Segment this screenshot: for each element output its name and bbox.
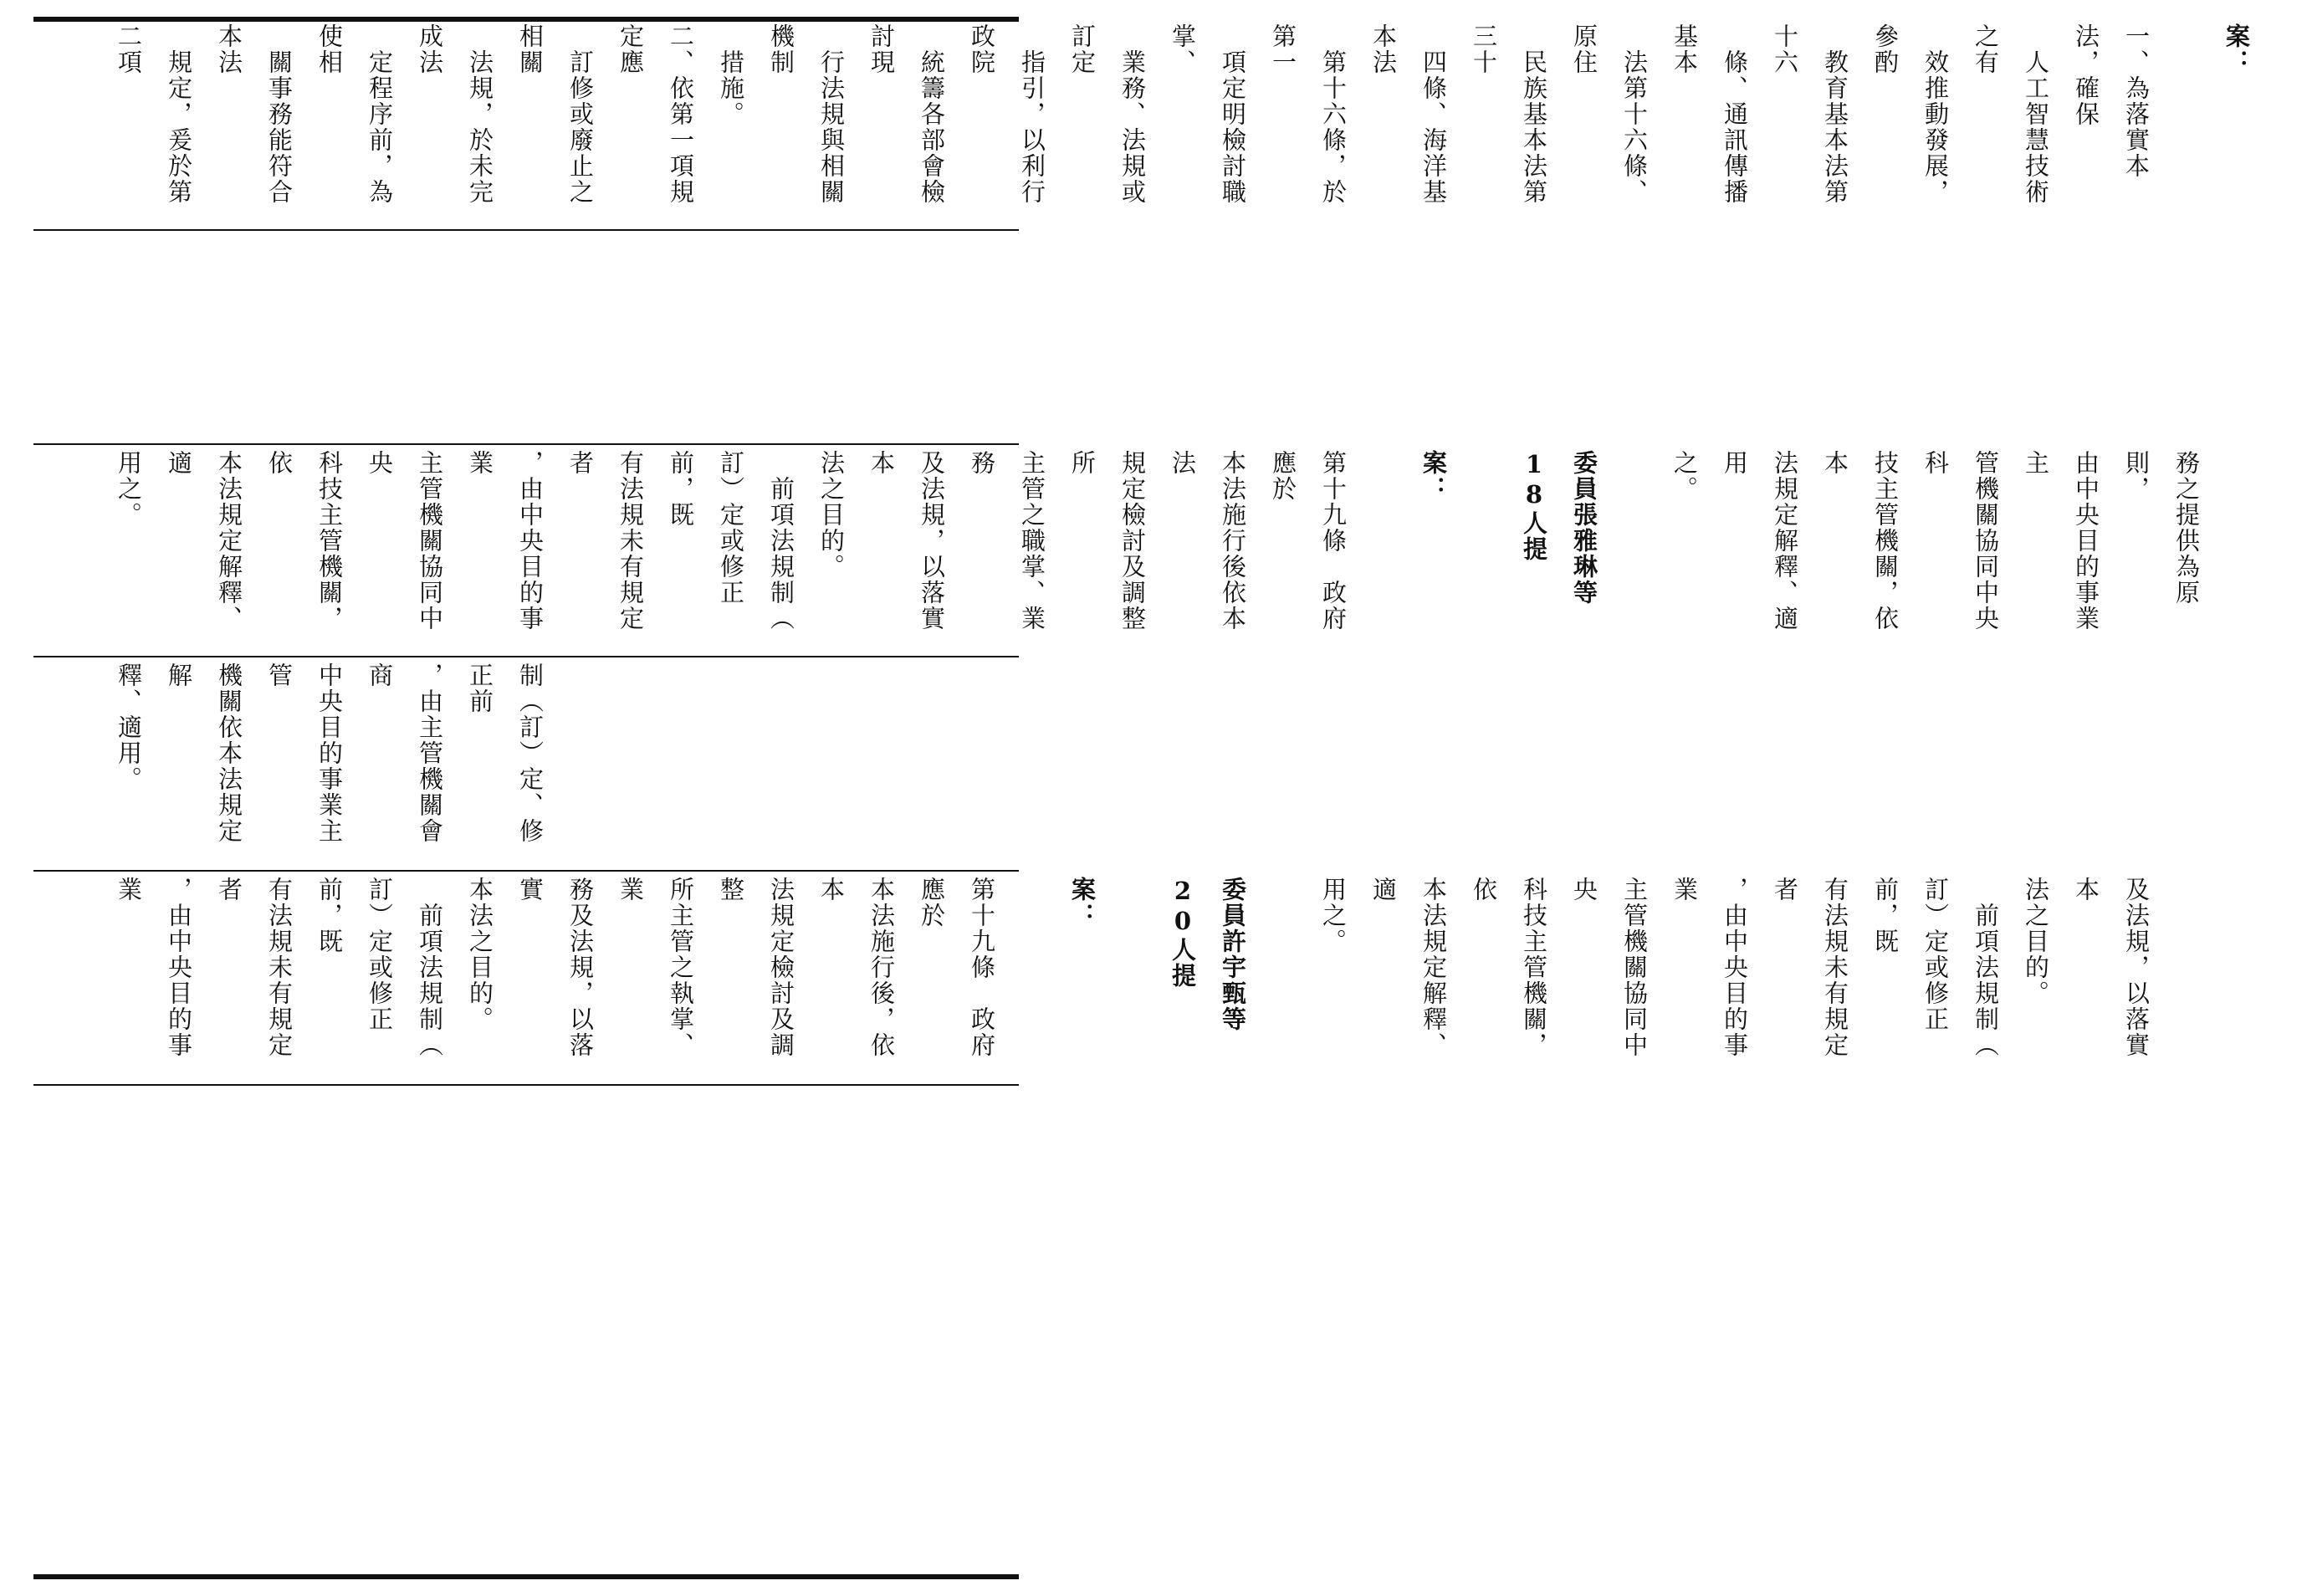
table-cell-proposal-zhang: [54, 450, 2201, 654]
table-cell-explanation: [54, 23, 2251, 228]
row-divider: [33, 229, 1019, 231]
proposer-name: 委員許宇甄等20人提: [1169, 877, 1247, 1032]
article-text: 第十九條 政府應於 本法施行後，依本 法規定檢討及調整 所主管之執掌、業 務及法規，以落實 本法之目的。 前項法規制（ 訂）定或修正前，既 有法規未有規定者 ，由中央目的事業: [115, 877, 996, 1058]
row-divider: [33, 656, 1019, 657]
row-divider: [33, 870, 1019, 872]
bottom-rule: [33, 1574, 1019, 1579]
explanation-text: 一、為落實本法，確保 人工智慧技術之有 效推動發展，參酌 教育基本法第十六 條、通訊傳播基本 法第十六條、原住 民族基本法第三十 四條、海洋基本法 第十六條，於第一 項定明檢討職掌、 業務、法規或訂定 指引，以利行政院 統籌各部會檢討現 行法規與相關機制 措施。 二、依第一項規定應 訂修或廢止之相關 法規，於未完成法 定程序前，為使相 關事務能符合本法 規定，爰於第二項: [115, 23, 2151, 205]
top-rule: [33, 17, 1019, 22]
table-cell-empty: [54, 1091, 1007, 1292]
row-divider: [33, 443, 1019, 445]
proposer-suffix: 案：: [1068, 877, 1097, 928]
proposer-name: 委員張雅琳等18人提: [1520, 450, 1598, 606]
table-cell-empty: [54, 234, 1007, 440]
cell-heading: 案：: [2222, 23, 2251, 75]
proposal-text: 及法規，以落實本 法之目的。 前項法規制（ 訂）定或修正前，既 有法規未有規定者 ，由中央目的事業 主管機關協同中央 科技主管機關，依 本法規定解釋、適 用之。: [1319, 877, 2151, 1058]
proposer-suffix: 案：: [1419, 450, 1448, 502]
current-law-text: 制（訂）定、修正前 ，由主管機關會商 中央目的事業主管 機關依本法規定解 釋、適用。: [115, 662, 545, 844]
table-cell-current-law: [54, 662, 1007, 867]
table-cell-proposal-hsu: [54, 877, 2151, 1081]
proposal-text: 務之提供為原則， 由中央目的事業主 管機關協同中央科 技主管機關，依本 法規定解釋、適用 之。: [1670, 450, 2201, 632]
row-divider: [33, 1084, 1019, 1086]
article-text: 第十九條 政府應於 本法施行後依本法 規定檢討及調整所 主管之職掌、業務 及法規，以落實本 法之目的。 前項法規制（ 訂）定或修正前，既 有法規未有規定者 ，由中央目的事業 主管機關協同中央 科技主管機關，依 本法規定解釋、適 用之。: [115, 450, 1348, 632]
